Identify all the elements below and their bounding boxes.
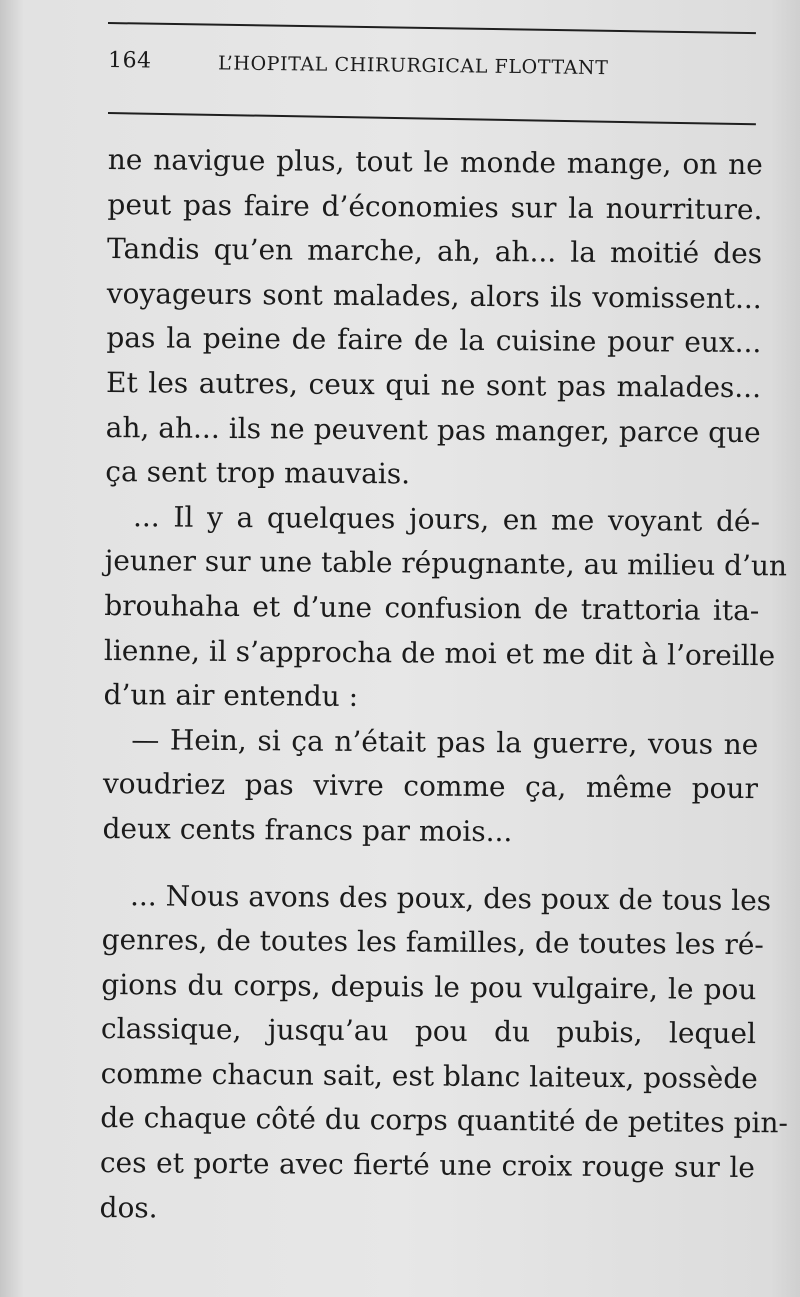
text-line: dos.: [99, 1190, 158, 1225]
page-number: 164: [107, 48, 152, 74]
text-line: genres, de toutes les familles, de toutes les ré-: [101, 923, 764, 962]
header-bottom-rule: [108, 112, 756, 125]
text-line: peut pas faire d’économies sur la nourriture.: [107, 187, 763, 226]
text-line: ne navigue plus, tout le monde mange, on ne: [107, 142, 763, 182]
text-line: deux cents francs par mois...: [102, 811, 513, 849]
running-head: L’HOPITAL CHIRURGICAL FLOTTANT: [217, 52, 609, 80]
text-line: gions du corps, depuis le pou vulgaire, le pou: [101, 967, 757, 1006]
page-header: [108, 48, 668, 95]
text-line: brouhaha et d’une confusion de trattoria ita-: [104, 588, 760, 628]
text-line: ... Nous avons des poux, des poux de tous les: [129, 878, 772, 917]
body-text: [99, 138, 789, 1235]
header-top-rule: [108, 22, 756, 34]
text-line: d’un air entendu :: [103, 678, 359, 714]
text-line: lienne, il s’approcha de moi et me dit à l’oreille: [103, 633, 776, 672]
text-line: de chaque côté du corps quantité de petites pin-: [100, 1101, 789, 1140]
text-line: ces et porte avec fierté une croix rouge sur le: [99, 1146, 756, 1185]
text-line: pas la peine de faire de la cuisine pour eux...: [106, 321, 762, 360]
paragraph: [103, 495, 788, 723]
text-line: voyageurs sont malades, alors ils vomissent...: [106, 276, 762, 315]
text-line: Et les autres, ceux qui ne sont pas malades...: [105, 365, 762, 405]
text-line: classique, jusqu’au pou du pubis, lequel: [100, 1012, 757, 1051]
paragraph: [99, 873, 789, 1235]
text-line: comme chacun sait, est blanc laiteux, possède: [100, 1056, 758, 1096]
text-line: Tandis qu’en marche, ah, ah... la moitié des: [107, 232, 763, 271]
text-line: ça sent trop mauvais.: [105, 455, 411, 491]
text-line: jeuner sur une table répugnante, au milieu d’un: [104, 544, 788, 583]
text-line: voudriez pas vivre comme ça, même pour: [102, 767, 759, 806]
text-line: ... Il y a quelques jours, en me voyant dé-: [132, 499, 761, 538]
text-line: ah, ah... ils ne peuvent pas manger, parce que: [105, 410, 761, 449]
paragraph: [105, 138, 763, 500]
paragraph: [102, 718, 758, 857]
text-line: — Hein, si ça n’était pas la guerre, vous ne: [131, 722, 759, 761]
